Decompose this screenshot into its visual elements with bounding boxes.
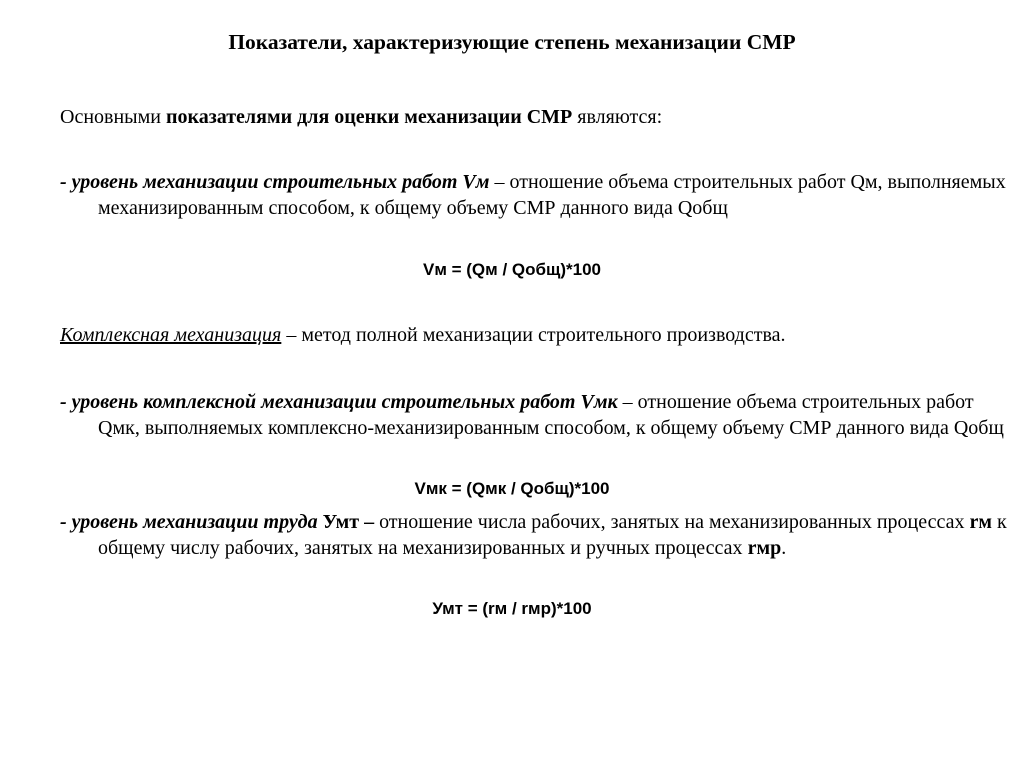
intro-suffix: являются: — [572, 106, 663, 128]
level-labour-text-2: к общему числу рабочих, занятых на механизированных и ручных процессах — [98, 511, 1007, 559]
intro-line — [60, 104, 662, 130]
formula-construction: Vм = (Qм / Qобщ)*100 — [422, 260, 601, 279]
complex-term: Комплексная механизация — [60, 324, 282, 346]
level-labour-var-rmr: rмр — [747, 536, 782, 559]
level-labour-text-1: отношение числа рабочих, занятых на механизированных процессах — [374, 511, 970, 533]
level-complex-term: - уровень комплексной механизации строительных работ Vмк — [60, 391, 618, 413]
level-complex-definition: – отношение объема строительных работ Qмк, выполняемых комплексно-механизированным способом, к общему объему СМР данного вида Qобщ — [98, 391, 1004, 439]
slide-title: Показатели, характеризующие степень механизации СМР — [228, 30, 796, 54]
intro-emphasis: показателями для оценки механизации СМР — [165, 106, 573, 128]
level-construction-definition: – отношение объема строительных работ Qм, выполняемых механизированным способом, к общему объему СМР данного вида Qобщ — [98, 171, 1006, 219]
level-labour-end: . — [781, 536, 787, 559]
formula-complex: Vмк = (Qмк / Qобщ)*100 — [414, 479, 610, 498]
formula-labour: Умт = (rм / rмр)*100 — [432, 599, 592, 618]
level-construction-paragraph — [60, 170, 1018, 221]
level-labour-symbol: Умт – — [317, 511, 375, 533]
level-construction-term: - уровень механизации строительных работ Vм — [60, 171, 490, 193]
level-labour-term: - уровень механизации труда — [60, 511, 318, 533]
complex-definition-line — [60, 322, 786, 348]
intro-prefix: Основными — [60, 106, 166, 128]
level-labour-var-rm: rм — [969, 511, 992, 533]
complex-definition: – метод полной механизации строительного производства. — [281, 324, 786, 346]
level-complex-paragraph — [60, 390, 1018, 441]
level-labour-paragraph — [60, 510, 1018, 561]
